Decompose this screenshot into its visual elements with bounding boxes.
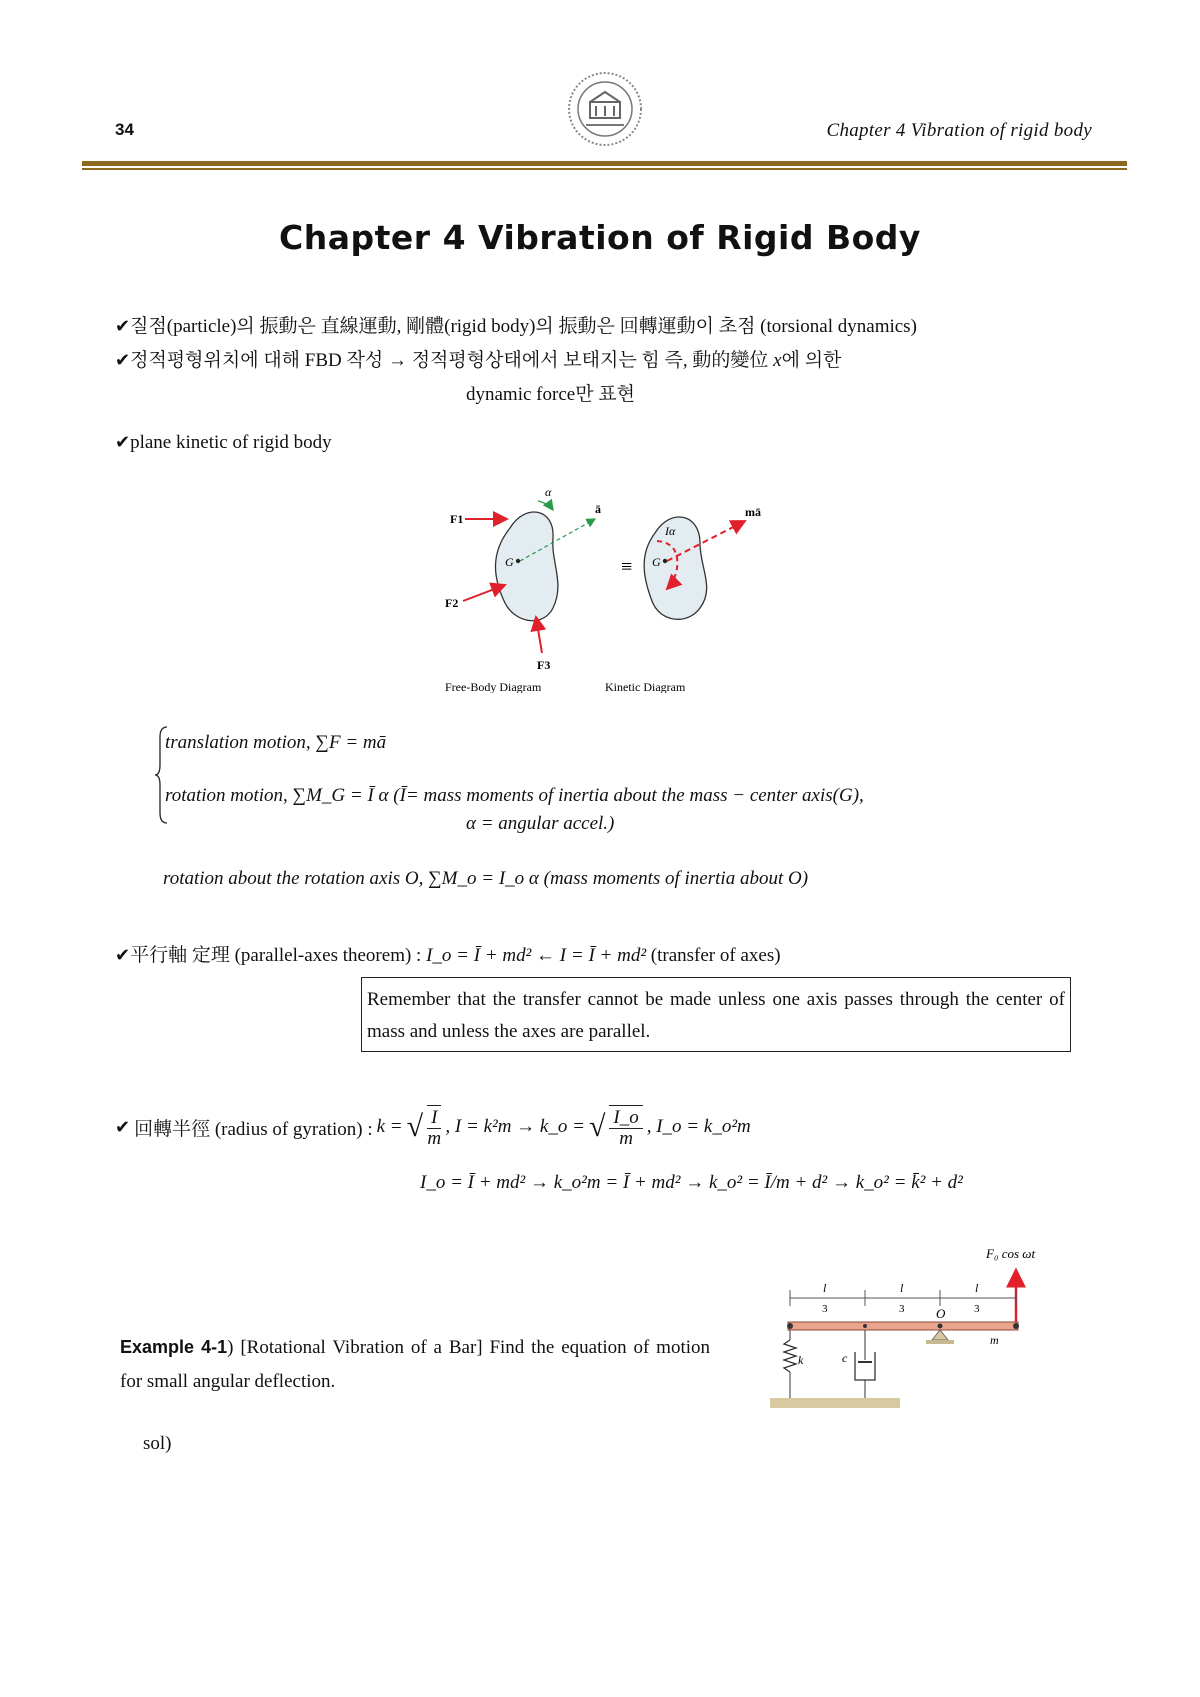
- dim-3-1: 3: [822, 1303, 828, 1315]
- header-rule-thin: [82, 168, 1127, 170]
- example-label: Example 4-1: [120, 1337, 228, 1357]
- check-icon: ✔: [115, 350, 131, 371]
- eq-rotation: rotation motion, ∑M_G = Ī α (Ī= mass moments of inertia about the mass − center axis(G),: [165, 785, 864, 806]
- header-rule: [82, 161, 1127, 166]
- check-icon: ✔: [115, 1116, 131, 1138]
- bullet-radius-gyration: ✔ 回轉半徑 (radius of gyration) : k = √ I m , I = k²m → k_o = √ I_o m , I_o = k_o²m: [115, 1107, 751, 1149]
- label-force: F₀ cos ωt: [986, 1246, 1036, 1261]
- label-F1: F1: [450, 512, 464, 526]
- fbd-kinetic-figure: [445, 483, 805, 693]
- university-logo: [566, 70, 644, 148]
- caption-kinetic: Kinetic Diagram: [605, 680, 686, 693]
- dim-l-2: l: [900, 1281, 904, 1295]
- solution-label: sol): [143, 1433, 172, 1454]
- bar: [788, 1322, 1018, 1330]
- label-G-fbd: G: [505, 555, 514, 569]
- bullet-fbd-continued: dynamic force만 표현: [466, 384, 636, 405]
- chapter-title: Chapter 4 Vibration of Rigid Body: [279, 218, 921, 257]
- dim-l-1: l: [823, 1281, 827, 1295]
- page-number: 34: [115, 120, 134, 139]
- label-F2: F2: [445, 596, 459, 610]
- eq-rotation-alpha: α = angular accel.): [466, 813, 615, 834]
- spring: [784, 1340, 796, 1372]
- label-c: c: [842, 1351, 848, 1365]
- bullet-particle-vs-rigid: ✔질점(particle)의 振動은 直線運動, 剛體(rigid body)의 振動은 回轉運動이 초점 (torsional dynamics): [115, 316, 917, 337]
- dim-l-3: l: [975, 1281, 979, 1295]
- dim-3-2: 3: [899, 1303, 905, 1315]
- check-icon: ✔: [115, 432, 131, 453]
- remark-box: Remember that the transfer cannot be made unless one axis passes through the center of mass and unless the axes are parallel.: [361, 977, 1071, 1052]
- eq-rotation-axis: rotation about the rotation axis O, ∑M_o = I_o α (mass moments of inertia about O): [163, 868, 809, 889]
- check-icon: ✔: [115, 945, 131, 966]
- label-abar: ā: [595, 502, 601, 516]
- label-F3: F3: [537, 658, 551, 672]
- bullet-fbd: ✔정적평형위치에 대해 FBD 작성 → 정적평형상태에서 보태지는 힘 즉, 動的變位 x에 의한: [115, 350, 842, 371]
- dim-3-3: 3: [974, 1303, 980, 1315]
- label-Ialpha: Iα: [665, 524, 676, 538]
- label-G-kinetic: G: [652, 555, 661, 569]
- label-k: k: [798, 1353, 804, 1367]
- bullet-parallel-axes: ✔平行軸 定理 (parallel-axes theorem) : I_o = Ī + md² ← I = Ī + md² (transfer of axes): [115, 945, 781, 966]
- running-title: Chapter 4 Vibration of rigid body: [826, 120, 1092, 141]
- eq-gyration-derivation: I_o = Ī + md² → k_o²m = Ī + md² → k_o² = Ī/m + d² → k_o² = k̄² + d²: [420, 1172, 963, 1193]
- equivalence-sign: ≡: [621, 556, 633, 578]
- bar-vibration-figure: [760, 1240, 1060, 1420]
- label-mabar: mā: [745, 505, 761, 519]
- check-icon: ✔: [115, 316, 131, 337]
- label-alpha: α: [545, 485, 552, 499]
- label-O: O: [936, 1306, 946, 1321]
- label-m: m: [990, 1333, 999, 1347]
- example-4-1: Example 4-1) [Rotational Vibration of a Bar] Find the equation of motion for small angular deflection.: [120, 1337, 711, 1392]
- caption-fbd: Free-Body Diagram: [445, 680, 542, 693]
- eq-translation: translation motion, ∑F = mā: [165, 732, 387, 753]
- bullet-plane-kinetic: ✔plane kinetic of rigid body: [115, 432, 332, 453]
